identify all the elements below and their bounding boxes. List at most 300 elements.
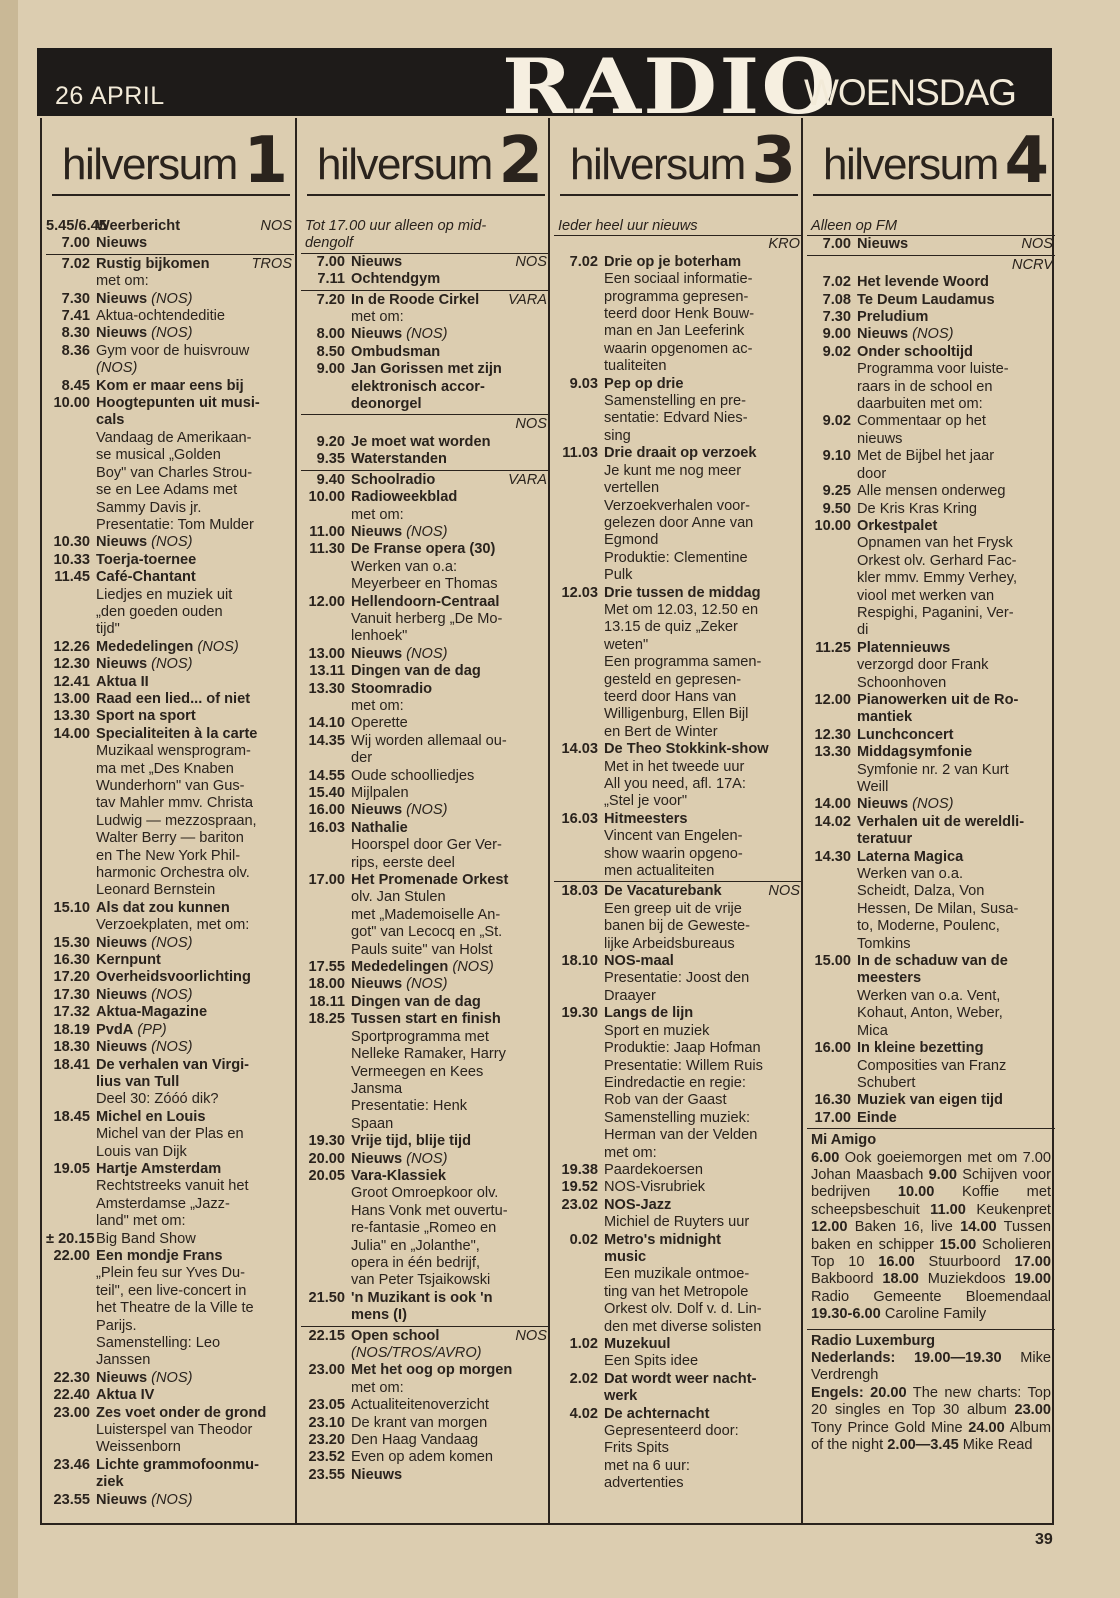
- program-title: Drie op je boterham: [604, 253, 742, 270]
- program-tag: (NOS): [406, 976, 448, 993]
- program-time: 13.00: [308, 645, 345, 662]
- program-description: met om:: [351, 1379, 404, 1396]
- program-entry: [301, 1362, 549, 1397]
- program-time: 23.20: [308, 1432, 345, 1449]
- program-description: „Plein feu sur Yves Du- teil", een live-concert in het Theatre de la Ville te Parijs. Samenstelling: Leo Janssen: [96, 1265, 254, 1369]
- program-text: [857, 501, 1055, 518]
- schedule-program: Album of the night: [811, 1419, 1051, 1454]
- program-title: Specialiteiten à la carte: [96, 725, 258, 742]
- program-title: De Kris Kras Kring: [857, 500, 978, 517]
- program-text: [351, 344, 549, 361]
- program-time: 13.30: [814, 744, 851, 761]
- program-entry: [301, 802, 549, 819]
- program-text: [857, 483, 1055, 500]
- program-time: 14.10: [308, 715, 345, 732]
- schedule-time: 6.00: [811, 1149, 840, 1166]
- program-text: [96, 378, 294, 395]
- header-title: RADIO: [502, 42, 838, 131]
- program-time: 7.00: [822, 236, 851, 253]
- program-entry: [46, 1022, 294, 1039]
- program-entry: [301, 1449, 549, 1466]
- program-title: Nieuws: [351, 976, 403, 993]
- program-time: 8.36: [61, 342, 90, 359]
- program-description: Hoorspel door Ger Ver- rips, eerste deel: [351, 837, 502, 871]
- program-entry: [807, 344, 1055, 414]
- program-entry: [46, 256, 294, 291]
- program-time: 4.02: [569, 1405, 598, 1422]
- program-text: [96, 1022, 294, 1039]
- program-title: Nieuws: [857, 326, 909, 343]
- program-entry: [554, 1197, 802, 1232]
- program-text: [351, 872, 549, 959]
- program-title: Den Haag Vandaag: [351, 1432, 479, 1449]
- program-text: [96, 1248, 294, 1370]
- program-text: [351, 1133, 549, 1150]
- program-time: 19.52: [561, 1179, 598, 1196]
- program-entry: [807, 501, 1055, 518]
- program-entry: [46, 639, 294, 656]
- program-entry: [554, 1232, 802, 1336]
- station-column-hilversum-2: [295, 118, 553, 1523]
- program-text: [96, 256, 294, 291]
- schedule-time: 16.00: [878, 1253, 915, 1270]
- program-title: Nieuws: [351, 253, 403, 270]
- program-time: 12.30: [53, 656, 90, 673]
- program-title: Big Band Show: [96, 1230, 196, 1247]
- program-time: ± 20.15: [46, 1230, 95, 1247]
- program-title: Sport na sport: [96, 708, 196, 725]
- program-title: Operette: [351, 715, 408, 732]
- program-title: Laterna Magica: [857, 848, 964, 865]
- program-text: [604, 1162, 802, 1179]
- program-text: [351, 1467, 549, 1484]
- program-time: 13.30: [308, 680, 345, 697]
- program-text: [96, 552, 294, 569]
- program-time: 9.25: [822, 483, 851, 500]
- program-entry: [46, 1405, 294, 1457]
- program-entry: [301, 872, 549, 959]
- program-title: Lunchconcert: [857, 726, 954, 743]
- program-time: 12.26: [53, 638, 90, 655]
- program-tag: (NOS): [452, 959, 494, 976]
- program-entry: [807, 1092, 1055, 1109]
- program-entry: [46, 1248, 294, 1370]
- program-time: 10.00: [53, 395, 90, 412]
- program-time: 23.00: [308, 1362, 345, 1379]
- program-description: Werken van o.a. Vent, Kohaut, Anton, Weber, Mica: [857, 987, 1003, 1039]
- program-time: 18.45: [53, 1108, 90, 1125]
- schedule-time: 2.00—3.45: [887, 1437, 959, 1454]
- program-title: Nieuws: [96, 325, 148, 342]
- program-title: Nieuws: [857, 796, 909, 813]
- program-entry: [301, 1011, 549, 1133]
- program-text: [857, 953, 1055, 1040]
- program-entry: [46, 708, 294, 725]
- program-title: Wij worden allemaal ou- der: [351, 732, 507, 767]
- program-time: 23.46: [53, 1456, 90, 1473]
- program-text: [96, 656, 294, 673]
- program-title: Jan Gorissen met zijn elektronisch accor- deonorgel: [351, 361, 502, 413]
- station-number: 2: [498, 124, 543, 198]
- program-entry: [554, 811, 802, 881]
- program-title: Nieuws: [96, 934, 148, 951]
- divider: [46, 254, 294, 255]
- broadcaster-label: NOS: [515, 1327, 547, 1344]
- schedule-program: Muziekdoos: [927, 1271, 1006, 1288]
- program-title: Orkestpalet: [857, 517, 938, 534]
- program-text: [96, 1039, 294, 1056]
- program-text: [96, 1109, 294, 1161]
- program-time: 12.30: [814, 726, 851, 743]
- program-text: [351, 271, 549, 288]
- band-note: Ieder heel uur nieuws: [554, 218, 802, 236]
- program-text: [96, 1004, 294, 1021]
- program-time: 18.00: [308, 976, 345, 993]
- program-description: met om:: [351, 506, 404, 523]
- program-title: Vara-Klassiek: [351, 1167, 446, 1184]
- program-entry: [554, 376, 802, 446]
- program-time: 9.50: [822, 500, 851, 517]
- station-column-hilversum-1: [42, 118, 298, 1523]
- program-text: [96, 969, 294, 986]
- program-text: [604, 254, 802, 376]
- program-entry: [807, 292, 1055, 309]
- program-description: Opnamen van het Frysk Orkest olv. Gerhard Fac- kler mmv. Emmy Verhey, viool met werken van Respighi, Paganini, Ver- di: [857, 535, 1018, 639]
- program-title: Als dat zou kunnen: [96, 899, 230, 916]
- program-entry: [46, 343, 294, 378]
- program-text: [96, 674, 294, 691]
- program-title: De Franse opera (30): [351, 541, 496, 558]
- program-time: 7.30: [61, 290, 90, 307]
- program-tag: (NOS): [912, 326, 954, 343]
- program-title: Te Deum Laudamus: [857, 291, 995, 308]
- schedule-program: Ook goeiemorgen met om 7.00 Johan Maasbach: [811, 1149, 1051, 1183]
- program-tag: (NOS): [406, 1150, 448, 1167]
- schedule-program: Bakboord: [811, 1271, 874, 1288]
- program-time: 15.00: [814, 953, 851, 970]
- program-description: Een sociaal informatie- programma gepresen- teerd door Henk Bouw- man en Jan Leeferink waarin opgenomen ac- tualiteiten: [604, 271, 755, 375]
- program-text: [857, 1040, 1055, 1092]
- program-time: 14.30: [814, 848, 851, 865]
- program-title: Gym voor de huisvrouw: [96, 342, 250, 359]
- program-title: Mededelingen: [351, 959, 449, 976]
- program-title: Pep op drie: [604, 375, 684, 392]
- program-entry: [301, 326, 549, 343]
- program-description: met om:: [351, 697, 404, 714]
- program-entry: [301, 733, 549, 768]
- program-title: Nieuws: [351, 326, 403, 343]
- program-title: Nieuws: [351, 802, 403, 819]
- program-text: [96, 1387, 294, 1404]
- program-title: Muziek van eigen tijd: [857, 1092, 1003, 1109]
- program-time: 18.25: [308, 1011, 345, 1028]
- program-text: [351, 820, 549, 872]
- program-text: [857, 274, 1055, 291]
- program-entry: [46, 291, 294, 308]
- program-text: [351, 434, 549, 451]
- program-time: 18.03: [561, 883, 598, 900]
- header-date: 26 APRIL: [55, 82, 165, 110]
- program-description: Sport en muziek Produktie: Jaap Hofman Presentatie: Willem Ruis Eindredactie en regie: Rob van der Gaast Samenstelling muziek: Herman van der Velden met om:: [604, 1022, 763, 1161]
- program-text: [96, 952, 294, 969]
- program-title: Paardekoersen: [604, 1161, 703, 1178]
- program-time: 22.30: [53, 1369, 90, 1386]
- program-title: Pianowerken uit de Ro- mantiek: [857, 691, 1019, 726]
- program-time: 19.30: [308, 1133, 345, 1150]
- program-entry: [807, 518, 1055, 640]
- program-description: met om:: [96, 273, 149, 290]
- program-title: Nieuws: [857, 236, 909, 253]
- program-title: Hoogtepunten uit musi- cals: [96, 395, 260, 429]
- program-tag: (NOS): [151, 290, 193, 307]
- program-title: Nieuws: [96, 235, 148, 252]
- program-time: 13.11: [309, 663, 345, 680]
- program-text: [96, 235, 294, 252]
- program-title: Weerbericht: [96, 218, 181, 234]
- program-text: [351, 768, 549, 785]
- station-column-hilversum-4: [801, 118, 1059, 1523]
- broadcaster-label: NOS: [768, 883, 800, 900]
- program-text: [604, 1232, 802, 1336]
- program-title: Muzekuul: [604, 1336, 671, 1352]
- program-time: 13.30: [53, 708, 90, 725]
- program-title: Mijlpalen: [351, 785, 409, 801]
- program-title: Drie tussen de middag: [604, 584, 761, 601]
- program-description: Werken van o.a. Scheidt, Dalza, Von Hessen, De Milan, Susa- to, Moderne, Poulenc, Tomkins: [857, 866, 1019, 952]
- program-entry: [301, 524, 549, 541]
- broadcaster-label: VARA: [508, 471, 547, 488]
- program-title: In kleine bezetting: [857, 1040, 984, 1057]
- program-time: 19.38: [561, 1161, 598, 1178]
- program-time: 11.00: [309, 523, 345, 540]
- program-entry: [807, 814, 1055, 849]
- program-time: 18.10: [561, 953, 598, 970]
- program-title: Verhalen uit de wereldli- teratuur: [857, 813, 1025, 848]
- schedule-time: 19.00: [1014, 1271, 1051, 1288]
- divider: [807, 255, 1055, 256]
- program-time: 23.55: [308, 1466, 345, 1483]
- program-entry: [554, 953, 802, 1005]
- program-title: De achternacht: [604, 1405, 710, 1422]
- program-time: 1.02: [569, 1336, 598, 1352]
- station-name: hilversum: [570, 140, 745, 189]
- program-title: Dingen van de dag: [351, 663, 481, 680]
- program-entry: [46, 691, 294, 708]
- program-title: Nieuws: [96, 1491, 148, 1508]
- program-title: Actualiteitenoverzicht: [351, 1397, 489, 1414]
- program-description: verzorgd door Frank Schoonhoven: [857, 657, 989, 691]
- program-text: [351, 1290, 549, 1325]
- program-title: Je moet wat worden: [351, 433, 491, 450]
- program-title: Middagsymfonie: [857, 744, 973, 761]
- program-time: 9.20: [316, 433, 345, 450]
- program-entry: [46, 1492, 294, 1509]
- program-text: [351, 681, 549, 716]
- program-text: [96, 691, 294, 708]
- program-entry: [46, 1370, 294, 1387]
- program-text: [857, 1110, 1055, 1127]
- program-title: NOS-Jazz: [604, 1196, 672, 1213]
- program-entry: [807, 326, 1055, 343]
- program-title: Rustig bijkomen: [96, 255, 210, 272]
- program-description: Michiel de Ruyters uur: [604, 1214, 750, 1231]
- schedule-list: [46, 196, 294, 1509]
- schedule-program: Tussen baken en schipper: [811, 1219, 1051, 1253]
- program-text: [857, 849, 1055, 953]
- program-entry: [46, 534, 294, 551]
- program-time: 23.00: [53, 1404, 90, 1421]
- program-title: Het Promenade Orkest: [351, 872, 509, 889]
- program-time: 9.03: [569, 375, 598, 392]
- program-text: [604, 1406, 802, 1493]
- program-time: 0.02: [569, 1231, 598, 1248]
- program-time: 11.45: [54, 569, 90, 586]
- schedule-time: 19.30-6.00: [811, 1306, 881, 1323]
- program-time: 14.00: [53, 725, 90, 742]
- program-entry: [554, 254, 802, 376]
- program-time: 18.11: [309, 993, 345, 1010]
- program-time: 16.30: [814, 1092, 851, 1109]
- program-time: 22.00: [53, 1247, 90, 1264]
- program-title: Onder schooltijd: [857, 343, 973, 360]
- program-time: 14.55: [308, 767, 345, 784]
- program-text: [351, 785, 549, 802]
- section-title: Radio Luxemburg: [811, 1332, 936, 1349]
- program-time: 11.30: [309, 541, 345, 558]
- program-time: 23.55: [53, 1491, 90, 1508]
- schedule-program: Baken 16, live: [854, 1219, 953, 1236]
- program-entry: [301, 1467, 549, 1484]
- program-title: Oude schoolliedjes: [351, 767, 475, 784]
- program-time: 20.05: [308, 1167, 345, 1184]
- program-time: 17.55: [308, 959, 345, 976]
- program-time: 7.00: [61, 235, 90, 252]
- program-text: [857, 640, 1055, 692]
- program-title: Zes voet onder de grond: [96, 1404, 267, 1421]
- program-entry: [301, 361, 549, 413]
- program-text: [604, 1005, 802, 1162]
- broadcaster-label: NOS: [1021, 236, 1053, 253]
- program-entry: [807, 1110, 1055, 1127]
- program-description: Een greep uit de vrije banen bij de Geweste- lijke Arbeidsbureaus: [604, 900, 751, 952]
- program-title: Dat wordt weer nacht- werk: [604, 1370, 757, 1405]
- program-text: [351, 715, 549, 732]
- program-text: [857, 692, 1055, 727]
- schedule-time: 12.00: [811, 1219, 848, 1236]
- schedule-program: Stuurboord: [928, 1253, 1001, 1270]
- program-entry: [301, 1151, 549, 1168]
- program-tag: (NOS): [151, 1491, 193, 1508]
- program-description: Sportprogramma met Nelleke Ramaker, Harry Vermeegen en Kees Jansma Presentatie: Henk Spaan: [351, 1028, 506, 1132]
- program-entry: [301, 434, 549, 451]
- program-entry: [301, 768, 549, 785]
- schedule-program: Scholieren Top 10: [811, 1236, 1052, 1270]
- program-title: Nathalie: [351, 819, 408, 836]
- program-title: De verhalen van Virgi- lius van Tull: [96, 1056, 250, 1090]
- page-binding-edge: [0, 0, 18, 1598]
- schedule-time: 18.00: [882, 1271, 919, 1288]
- station-column-hilversum-3: [548, 118, 806, 1523]
- program-time: 19.30: [561, 1005, 598, 1022]
- program-time: 16.03: [561, 810, 598, 827]
- schedule-list: [554, 196, 802, 1493]
- program-text: [857, 518, 1055, 640]
- program-entry: [554, 1406, 802, 1493]
- program-time: 7.02: [569, 253, 598, 270]
- program-text: [351, 1328, 549, 1363]
- program-text: [604, 376, 802, 446]
- program-title: Hitmeesters: [604, 810, 688, 827]
- program-text: [351, 646, 549, 663]
- divider: [301, 1326, 549, 1327]
- program-time: 2.02: [569, 1370, 598, 1387]
- program-time: 14.35: [308, 732, 345, 749]
- program-time: 14.03: [561, 741, 598, 758]
- page-header: [37, 42, 1052, 131]
- program-description: Presentatie: Joost den Draayer: [604, 970, 750, 1004]
- program-entry: [554, 1005, 802, 1162]
- program-text: [351, 472, 549, 489]
- program-time: 17.32: [53, 1004, 90, 1021]
- program-entry: [46, 1387, 294, 1404]
- program-title: De Theo Stokkink-show: [604, 741, 769, 758]
- program-entry: [301, 663, 549, 680]
- program-entry: [301, 1290, 549, 1325]
- program-text: [351, 1362, 549, 1397]
- program-entry: [46, 656, 294, 673]
- program-tag: (NOS): [151, 986, 193, 1003]
- schedule-program: Koffie met scheepsbeschuit: [811, 1184, 1052, 1218]
- program-title: De krant van morgen: [351, 1414, 488, 1431]
- program-entry: [554, 1179, 802, 1196]
- program-title: Met het oog op morgen: [351, 1362, 513, 1379]
- program-description: Vandaag de Amerikaan- se musical „Golden Boy" van Charles Strou- se en Lee Adams met Sammy Davis jr. Presentatie: Tom Mulder: [96, 429, 254, 533]
- program-text: [604, 883, 802, 953]
- program-time: 12.41: [53, 673, 90, 690]
- program-text: [96, 935, 294, 952]
- program-time: 15.40: [308, 785, 345, 801]
- program-entry: [301, 1328, 549, 1363]
- program-text: [351, 1397, 549, 1414]
- program-entry: [301, 292, 549, 327]
- program-description: Deel 30: Zóóó dik?: [96, 1091, 219, 1108]
- program-entry: [807, 849, 1055, 953]
- program-text: [604, 445, 802, 584]
- program-entry: [554, 741, 802, 811]
- program-text: [96, 1405, 294, 1457]
- program-title: Kernpunt: [96, 952, 161, 969]
- program-entry: [807, 692, 1055, 727]
- program-title: Het levende Woord: [857, 274, 989, 291]
- program-title: 'n Muzikant is ook 'n mens (I): [351, 1289, 493, 1324]
- program-description: met om:: [351, 309, 404, 326]
- schedule-program: The new charts: Top 20 singles en Top 30 album: [811, 1384, 1051, 1419]
- program-description: Gepresenteerd door: Frits Spits met na 6 uur: advertenties: [604, 1423, 739, 1492]
- program-time: 9.00: [316, 361, 345, 378]
- program-title: Aktua-Magazine: [96, 1004, 208, 1021]
- program-text: [96, 1161, 294, 1231]
- program-title: Nieuws: [351, 523, 403, 540]
- program-entry: [301, 1133, 549, 1150]
- program-entry: [301, 715, 549, 732]
- program-text: [351, 802, 549, 819]
- program-text: [604, 953, 802, 1005]
- schedule-program: Radio Gemeente Bloemendaal: [811, 1288, 1051, 1305]
- program-title: Einde: [857, 1109, 897, 1126]
- program-time: 15.30: [53, 934, 90, 951]
- program-entry: [46, 325, 294, 342]
- program-title: Nieuws: [351, 1150, 403, 1167]
